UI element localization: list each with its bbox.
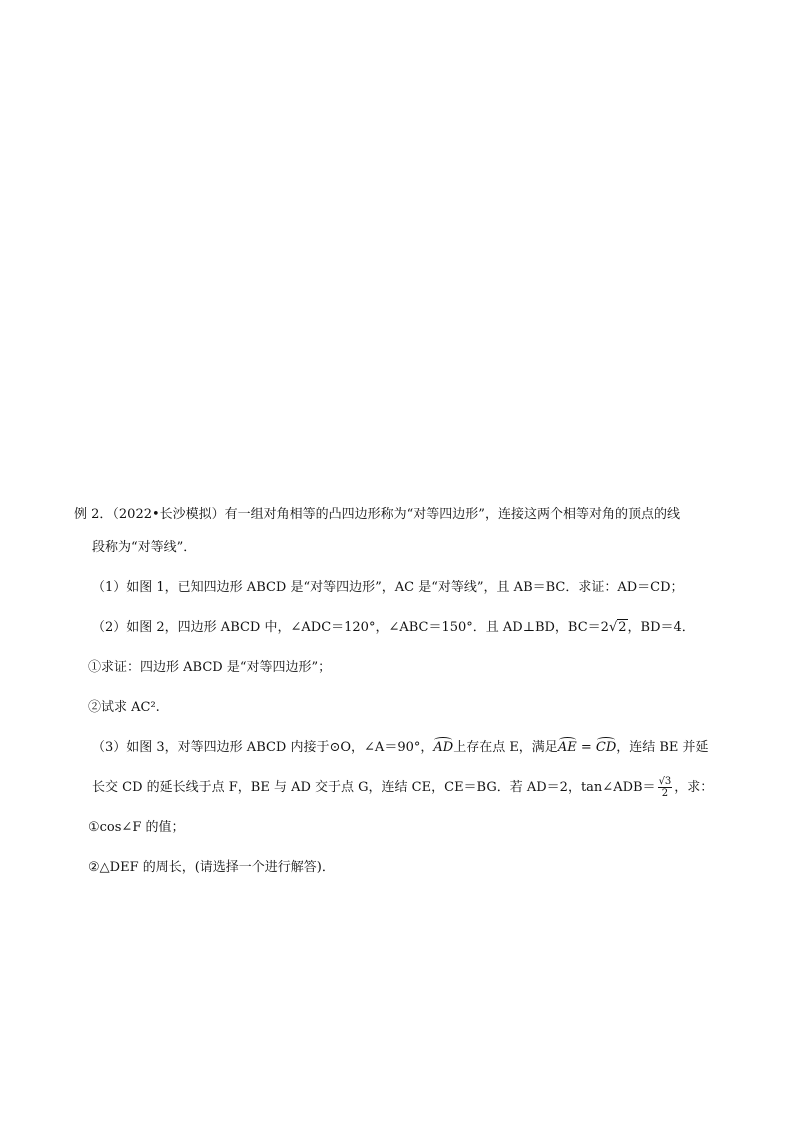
arc-cd: CD: [595, 740, 617, 755]
part-3-text-3: ，连结 BE 并延: [616, 740, 709, 755]
part-3-item-2: ②△DEF 的周长，(请选择一个进行解答)．: [88, 860, 335, 875]
sqrt-symbol: √: [608, 620, 618, 635]
part-2: [92, 616, 695, 635]
arc-ae: AE: [557, 740, 577, 755]
part-3-cont: [92, 776, 713, 799]
sqrt-radicand: 2: [618, 620, 627, 635]
part-3-text: （3）如图 3，对等四边形 ABCD 内接于⊙O，∠A＝90°，: [92, 740, 434, 755]
part-1: （1）如图 1，已知四边形 ABCD 是“对等四边形”，AC 是“对等线”，且 AB＝BC．求证：AD＝CD；: [92, 580, 684, 595]
part-3: [92, 736, 709, 755]
fraction-denominator: 2: [661, 788, 669, 799]
equals-sign: =: [576, 740, 596, 755]
part-2-text: （2）如图 2，四边形 ABCD 中，∠ADC＝120°，∠ABC＝150°．且 AD⊥BD，BC＝2: [92, 620, 609, 635]
problem-heading-cont: 段称为“对等线”．: [92, 540, 197, 555]
part-3-cont-end: ，求：: [674, 780, 714, 795]
problem-heading: 例 2．（2022•长沙模拟）有一组对角相等的凸四边形称为“对等四边形”，连接这两个相等对角的顶点的线: [74, 507, 680, 522]
part-2-item-2: ②试求 AC².: [88, 700, 160, 715]
part-3-item-1: ①cos∠F 的值；: [88, 820, 185, 835]
part-2-text-end: ，BD＝4．: [627, 620, 695, 635]
arc-ad: AD: [433, 740, 454, 755]
part-2-item-1: ①求证：四边形 ABCD 是“对等四边形”；: [88, 660, 332, 675]
fraction-numerator: √3: [658, 776, 672, 787]
part-3-cont-text: 长交 CD 的延长线于点 F，BE 与 AD 交于点 G，连结 CE，CE＝BG．若 AD＝2，tan∠ADB＝: [92, 780, 656, 795]
part-3-text-2: 上存在点 E，满足: [453, 740, 558, 755]
fraction-sqrt3-over-2: [658, 776, 673, 799]
